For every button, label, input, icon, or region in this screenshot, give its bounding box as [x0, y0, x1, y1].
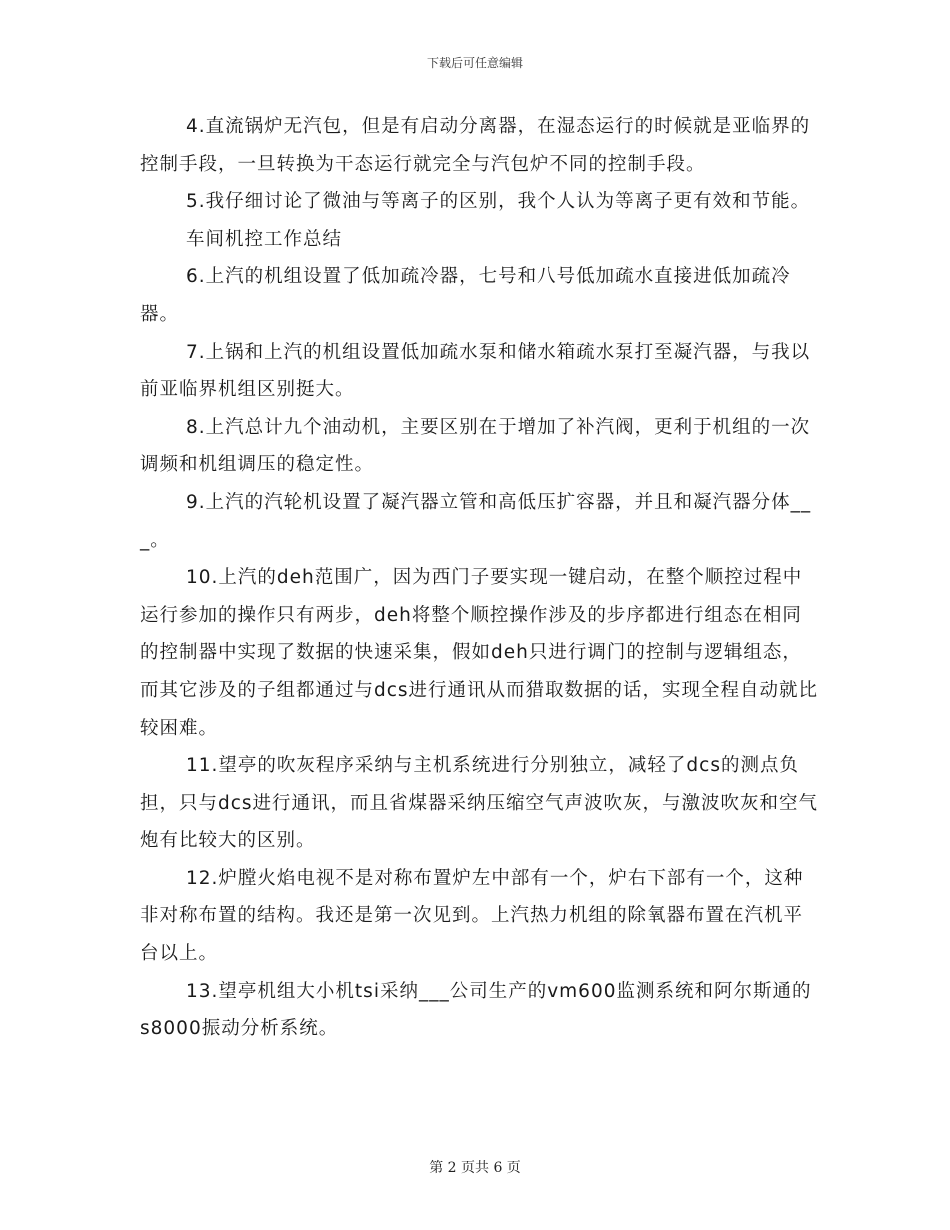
paragraph-item-12: 12.炉膛火焰电视不是对称布置炉左中部有一个，炉右下部有一个，这种非对称布置的结构。我还是第一次见到。上汽热力机组的除氧器布置在汽机平台以上。 — [140, 867, 804, 965]
section-heading: 车间机控工作总结 — [186, 228, 343, 250]
paragraph-item-9: 9.上汽的汽轮机设置了凝汽器立管和高低压扩容器，并且和凝汽器分体___。 — [140, 491, 812, 551]
paragraph-item-10: 10.上汽的deh范围广，因为西门子要实现一键启动，在整个顺控过程中运行参加的操作只有两步，deh将整个顺控操作涉及的步序都进行组态在相同的控制器中实现了数据的快速采集，假如deh只进行调门的控制与逻辑组态，而其它涉及的子组都通过与dcs进行通讯从而猎取数据的话，实现全程自动就比较困难。 — [140, 567, 819, 739]
paragraph-item-4: 4.直流锅炉无汽包，但是有启动分离器，在湿态运行的时候就是亚临界的控制手段，一旦转换为干态运行就完全与汽包炉不同的控制手段。 — [140, 116, 811, 175]
paragraph-item-13: 13.望亭机组大小机tsi采纳___公司生产的vm600监测系统和阿尔斯通的s8000振动分析系统。 — [140, 980, 812, 1040]
paragraph-item-6: 6.上汽的机组设置了低加疏冷器，七号和八号低加疏水直接进低加疏冷器。 — [140, 266, 791, 325]
paragraph-item-7: 7.上锅和上汽的机组设置低加疏水泵和储水箱疏水泵打至凝汽器，与我以前亚临界机组区别挺大。 — [140, 341, 811, 401]
paragraph-item-11: 11.望亭的吹灰程序采纳与主机系统进行分别独立，减轻了dcs的测点负担，只与dcs进行通讯，而且省煤器采纳压缩空气声波吹灰，与激波吹灰和空气炮有比较大的区别。 — [140, 755, 819, 852]
paragraph-item-5: 5.我仔细讨论了微油与等离子的区别，我个人认为等离子更有效和节能。 — [186, 191, 811, 213]
page-number: 第 2 页共 6 页 — [429, 1160, 521, 1176]
document-body — [140, 108, 820, 1048]
paragraph-item-8: 8.上汽总计九个油动机，主要区别在于增加了补汽阀，更利于机组的一次调频和机组调压的稳定性。 — [140, 416, 811, 476]
page-header: 下载后可任意编辑 — [426, 56, 523, 70]
